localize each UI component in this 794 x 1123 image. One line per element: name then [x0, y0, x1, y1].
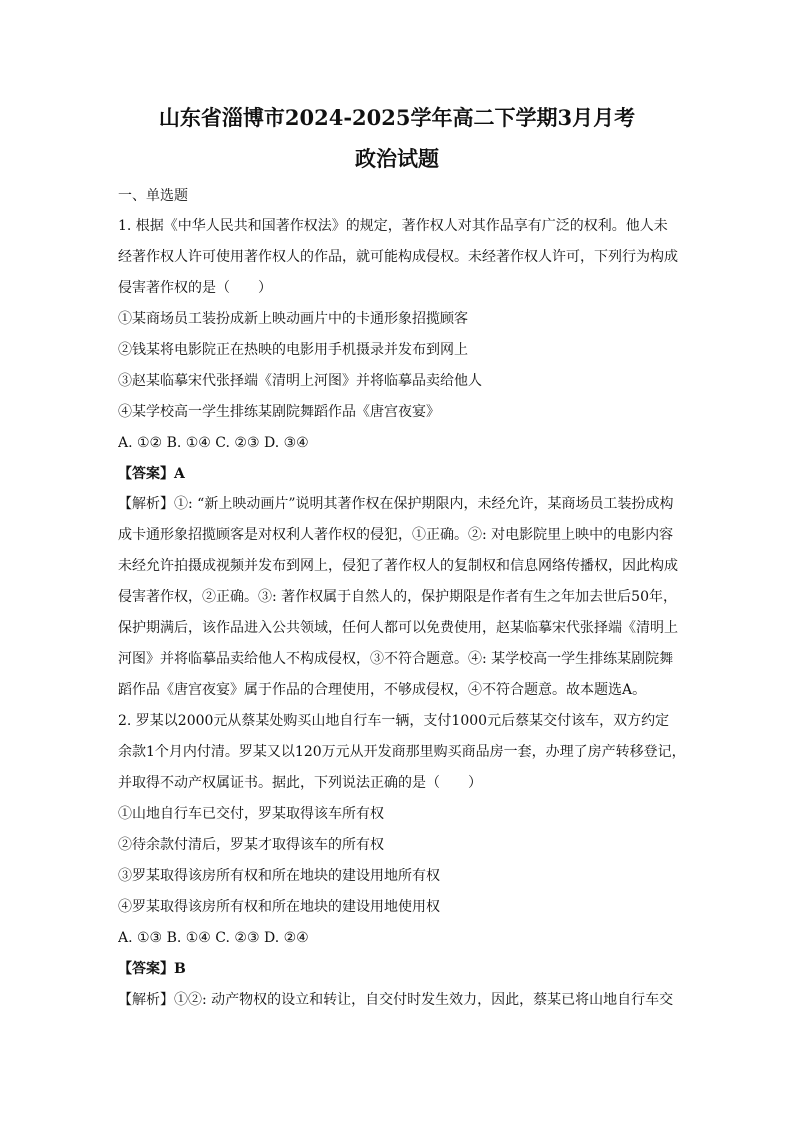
- q2-statement: ②待余款付清后，罗某才取得该车的所有权: [118, 837, 384, 853]
- q1-options: A. ①② B. ①④ C. ②③ D. ③④: [118, 435, 309, 451]
- q1-stem-line: 1. 根据《中华人民共和国著作权法》的规定，著作权人对其作品享有广泛的权利。他人未: [118, 218, 668, 234]
- q2-stem-line: 并取得不动产权属证书。据此，下列说法正确的是（ ）: [118, 775, 482, 791]
- q1-analysis-line: 未经允许拍摄成视频并发布到网上，侵犯了著作权人的复制权和信息网络传播权，因此构成: [118, 558, 678, 574]
- q1-stem-line: 侵害著作权的是（ ）: [118, 280, 272, 296]
- q1-analysis-line: 蹈作品《唐宫夜宴》属于作品的合理使用，不够成侵权，④不符合题意。故本题选A。: [118, 682, 647, 698]
- q2-answer: 【答案】B: [118, 961, 186, 977]
- q1-analysis-line: 保护期满后，该作品进入公共领域，任何人都可以免费使用，赵某临摹宋代张择端《清明上: [118, 620, 678, 636]
- document-subtitle: 政治试题: [355, 146, 439, 171]
- q1-analysis-line: 成卡通形象招揽顾客是对权利人著作权的侵犯，①正确。②: 对电影院里上映中的电影内容: [118, 527, 674, 543]
- q1-analysis-line: 侵害著作权，②正确。③: 著作权属于自然人的，保护期限是作者有生之年加去世后50年，: [118, 589, 677, 605]
- q2-analysis-line: 【解析】①②: 动产物权的设立和转让，自交付时发生效力，因此，蔡某已将山地自行车交: [118, 992, 674, 1008]
- q1-analysis-line: 河图》并将临摹品卖给他人不构成侵权，③不符合题意。④: 某学校高一学生排练某剧院舞: [118, 651, 674, 667]
- section-heading: 一、单选题: [118, 188, 188, 204]
- q1-statement: ①某商场员工装扮成新上映动画片中的卡通形象招揽顾客: [118, 311, 468, 327]
- q1-analysis-line: 【解析】①: “新上映动画片”说明其著作权在保护期限内，未经允许，某商场员工装扮成构: [118, 496, 674, 512]
- q1-statement: ③赵某临摹宋代张择端《清明上河图》并将临摹品卖给他人: [118, 373, 482, 389]
- document-title: 山东省淄博市2024-2025学年高二下学期3月月考: [158, 105, 636, 130]
- q1-statement: ②钱某将电影院正在热映的电影用手机摄录并发布到网上: [118, 342, 468, 358]
- q1-statement: ④某学校高一学生排练某剧院舞蹈作品《唐宫夜宴》: [118, 404, 440, 420]
- q1-answer: 【答案】A: [118, 466, 185, 482]
- q1-stem-line: 经著作权人许可使用著作权人的作品，就可能构成侵权。未经著作权人许可，下列行为构成: [118, 249, 678, 265]
- q2-options: A. ①③ B. ①④ C. ②③ D. ②④: [118, 930, 309, 946]
- q2-statement: ③罗某取得该房所有权和所在地块的建设用地所有权: [118, 868, 440, 884]
- q2-stem-line: 余款1个月内付清。罗某又以120万元从开发商那里购买商品房一套，办理了房产转移登记，: [118, 744, 686, 760]
- q2-statement: ④罗某取得该房所有权和所在地块的建设用地使用权: [118, 899, 440, 915]
- q2-stem-line: 2. 罗某以2000元从蔡某处购买山地自行车一辆，支付1000元后蔡某交付该车，双方约定: [118, 713, 670, 729]
- q2-statement: ①山地自行车已交付，罗某取得该车所有权: [118, 806, 384, 822]
